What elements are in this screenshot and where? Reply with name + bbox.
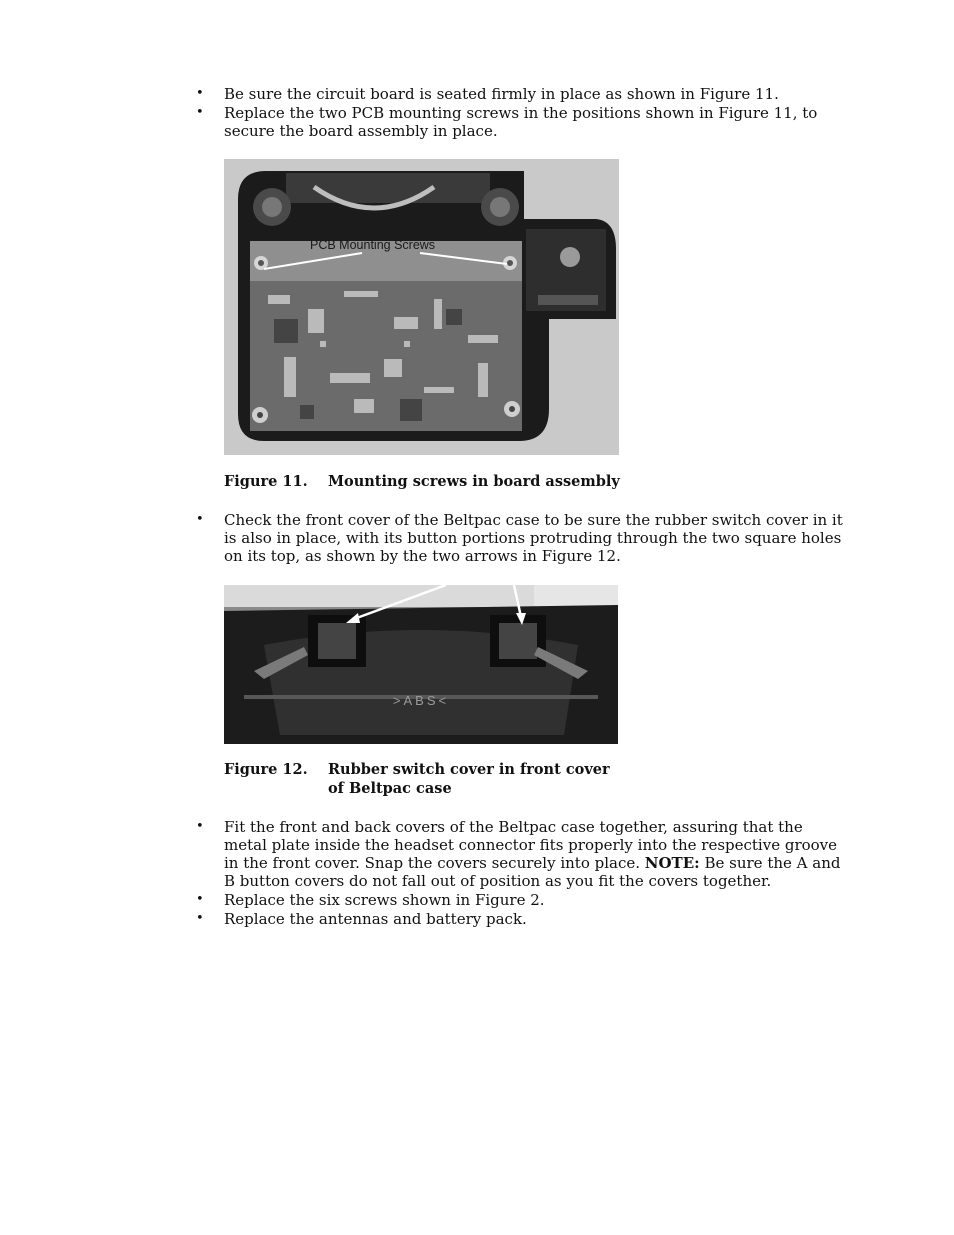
figure-12-caption [224,760,610,798]
front-cover-photo-illustration [224,585,618,744]
pcb-mounting-screws-label: PCB Mounting Screws [310,238,436,252]
bullet-item: • Replace the antennas and battery pack. [196,910,846,928]
bullet-list-top [196,85,846,141]
figure-12-caption-line1: Rubber switch cover in front cover [328,761,610,778]
abs-embossed-text: >ABS< [392,693,450,708]
bullet-item: • Check the front cover of the Beltpac case to be sure the rubber switch cover in it is also in place, with its button portions protruding through the two square holes on its top, as shown by the two arrows in Figure 12. [196,511,846,565]
bullet-item: • Replace the six screws shown in Figure 2. [196,891,846,909]
figure-11-caption [224,472,620,491]
figure-11-photo [224,159,619,455]
figure-12-photo [224,585,618,744]
figure-11-caption-text: Mounting screws in board assembly [328,473,620,490]
bullet-list-bottom [196,818,846,929]
bullet-item: • Be sure the circuit board is seated firmly in place as shown in Figure 11. [196,85,846,103]
figure-12-number: Figure 12. [224,761,308,778]
bullet-text: Fit the front and back covers of the Beltpac case together, assuring that the metal plate inside the headset connector fits properly into the respective groove in the front cover. Snap the covers securely into place. [224,818,838,872]
bullet-item: • Replace the two PCB mounting screws in the positions shown in Figure 11, to secure the board assembly in place. [196,104,846,140]
bullet-item [196,818,846,890]
bullet-text: Be sure the A and B button covers do not fall out of position as you fit the covers together. [224,854,841,890]
pcb-photo-illustration [224,159,619,455]
note-label: NOTE: [644,854,700,872]
bullet-list-middle [196,511,846,566]
figure-12-caption-line2: of Beltpac case [328,780,452,797]
figure-11-number: Figure 11. [224,473,308,490]
